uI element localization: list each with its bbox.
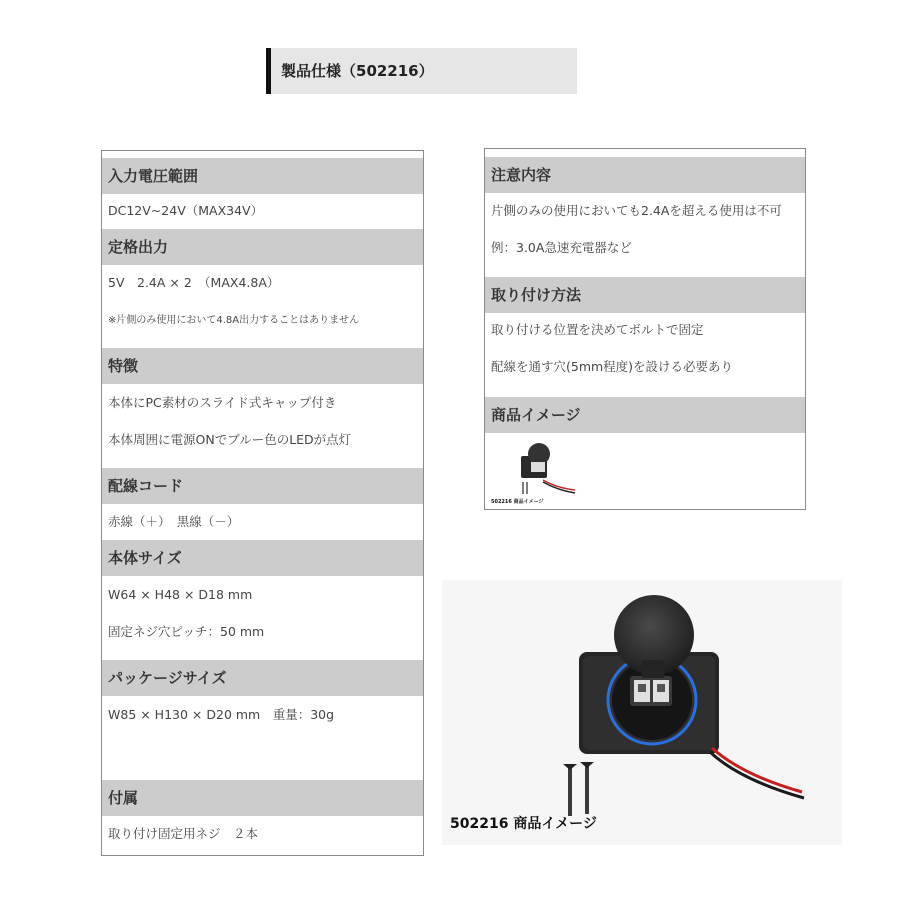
caution-line-2: 例：3.0A急速充電器など: [491, 240, 632, 255]
body-size-value: W64 × H48 × D18 mm: [108, 587, 253, 602]
installation-line-1: 取り付ける位置を決めてボルトで固定: [491, 322, 704, 337]
spec-table-right: [484, 148, 806, 510]
installation-line-2: 配線を通す穴(5mm程度)を設ける必要あり: [491, 359, 734, 374]
page-title: 製品仕様（502216）: [266, 48, 577, 94]
section-header-product-image: 商品イメージ: [485, 397, 805, 433]
rated-output-note: ※片側のみ使用において4.8A出力することはありません: [108, 315, 360, 326]
rated-output-value: 5V 2.4A × 2 （MAX4.8A）: [108, 275, 280, 290]
input-voltage-value: DC12V~24V（MAX34V）: [108, 203, 264, 218]
usb-socket-photo-icon: [442, 580, 842, 845]
section-header-wiring: 配線コード: [102, 468, 423, 504]
caution-line-1: 片側のみの使用においても2.4Aを超える使用は不可: [491, 203, 782, 218]
spec-table-left: [101, 150, 424, 856]
section-header-caution: 注意内容: [485, 157, 805, 193]
thumbnail-caption: 502216 商品イメージ: [491, 499, 544, 505]
screw-pitch-value: 固定ネジ穴ピッチ：50 mm: [108, 624, 265, 639]
section-header-input-voltage: 入力電圧範囲: [102, 158, 423, 194]
section-header-accessories: 付属: [102, 780, 423, 816]
section-header-installation: 取り付け方法: [485, 277, 805, 313]
feature-line-1: 本体にPC素材のスライド式キャップ付き: [108, 395, 337, 410]
section-header-package-size: パッケージサイズ: [102, 660, 423, 696]
feature-line-2: 本体周囲に電源ONでブルー色のLEDが点灯: [108, 432, 352, 447]
product-image-caption: 502216 商品イメージ: [450, 816, 597, 832]
accessories-value: 取り付け固定用ネジ ２本: [108, 826, 259, 841]
section-header-features: 特徴: [102, 348, 423, 384]
section-header-rated-output: 定格出力: [102, 229, 423, 265]
product-image: [442, 580, 842, 845]
section-header-body-size: 本体サイズ: [102, 540, 423, 576]
wiring-value: 赤線（＋） 黒線（－）: [108, 514, 240, 529]
product-thumbnail[interactable]: [491, 440, 587, 508]
package-size-value: W85 × H130 × D20 mm 重量：30g: [108, 707, 335, 722]
